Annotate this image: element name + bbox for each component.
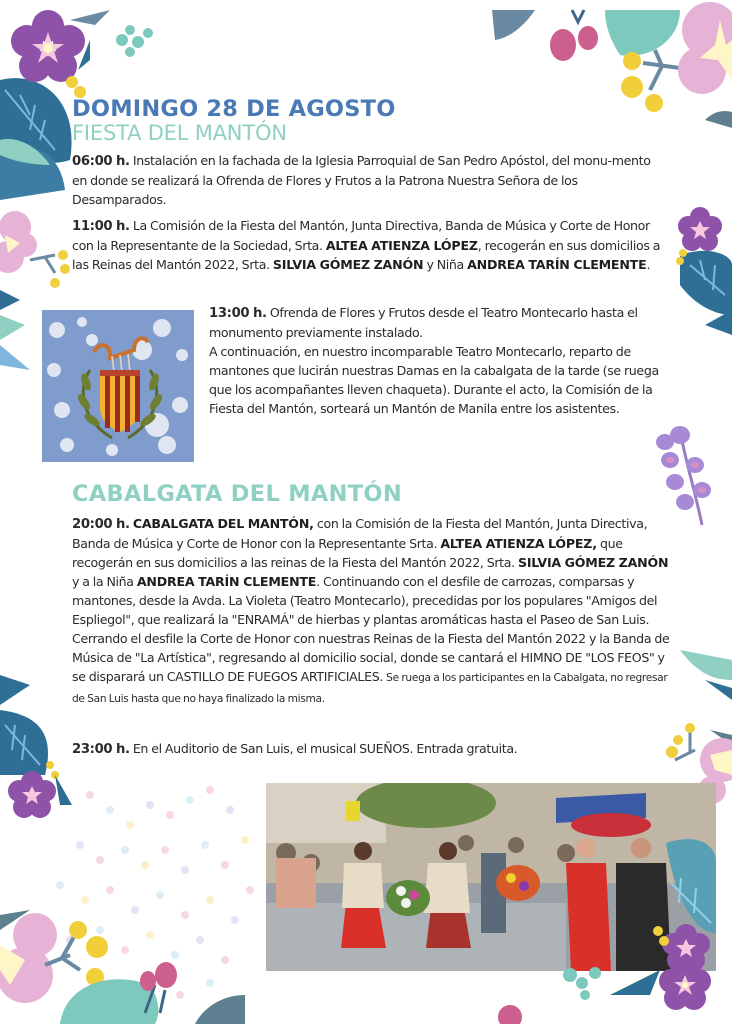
- event-1100: [72, 216, 668, 274]
- event-name: CABALGATA DEL MANTÓN,: [132, 516, 314, 531]
- person-name: SILVIA GÓMEZ ZANÓN: [272, 257, 424, 272]
- event-text: Ofrenda de Flores y Frutos desde el Teatro Montecarlo hasta el monumento previamente instalado.: [209, 305, 638, 340]
- crest-icon: [42, 310, 194, 462]
- parade-photo: [266, 783, 716, 971]
- event-time: 20:00 h.: [72, 517, 130, 532]
- person-name: ANDREA TARÍN CLEMENTE: [136, 574, 317, 589]
- event-1300: [209, 303, 677, 418]
- cabalgata-title: CABALGATA DEL MANTÓN: [72, 481, 402, 507]
- person-name: ANDREA TARÍN CLEMENTE: [467, 257, 647, 272]
- parade-photo-icon: [266, 783, 716, 971]
- event-text: Instalación en la fachada de la Iglesia Parroquial de San Pedro Apóstol, del monu-mento en donde se realizará la Ofrenda de Flores y Frutos a la Patrona Nuestra Señora de los Desamparados.: [72, 153, 651, 207]
- event-title: FIESTA DEL MANTÓN: [72, 121, 287, 145]
- floral-corner-top-right-icon: [480, 0, 732, 140]
- event-0600: [72, 151, 662, 209]
- person-name: ALTEA ATIENZA LÓPEZ: [325, 238, 478, 253]
- event-text: que recogerán en sus domicilios a las reinas de la Fiesta del Mantón 2022, Srta.: [72, 536, 623, 570]
- event-text: . Continuando con el desfile de carrozas, comparsas y mantones, desde la Avda. La Violeta (Teatro Montecarlo), precedidas por los populares "Amigos del Espliegol", que realizará la "ENRAMÁ" de hierbas y plantas aromáticas hasta el Paseo de San Luis. Cerrando el desfile la Corte de Honor con nuestras Reinas de la Fiesta del Mantón 2022 y la Banda de Música de "La Artística", regresando al domicilio social, donde se cantará el HIMNO DE "LOS FEOS" y se disparará un CASTILLO DE FUEGOS ARTIFICIALES.: [72, 574, 670, 684]
- event-text: A continuación, en nuestro incomparable Teatro Montecarlo, reparto de mantones que lucirán nuestras Damas en la cabalgata de la tarde (se ruega que los acompañantes lleven chaqueta). Durante el acto, la Comisión de la Fiesta del Mantón, sorteará un Mantón de Manila entre los asistentes.: [209, 344, 659, 416]
- event-time: 23:00 h.: [72, 742, 130, 757]
- society-crest-image: [42, 310, 194, 462]
- event-text: con la Comisión de la Fiesta del Mantón, Junta Directiva, Banda de Música y Corte de Honor con la Representante Srta.: [72, 516, 648, 551]
- event-note: Se ruega a los participantes en la Cabalgata, no regresar de San Luis hasta que no haya finalizado la misma.: [72, 672, 668, 705]
- floral-corner-bottom-left-icon: [0, 665, 270, 1024]
- event-text: .: [646, 257, 651, 272]
- date-title: DOMINGO 28 DE AGOSTO: [72, 96, 396, 122]
- event-text: , recogerán en sus domicilios a las Reinas del Mantón 2022, Srta.: [72, 238, 661, 272]
- event-time: 13:00 h.: [209, 306, 267, 321]
- event-time: 06:00 h.: [72, 154, 130, 169]
- event-text: y Niña: [426, 257, 464, 272]
- person-name: SILVIA GÓMEZ ZANÓN: [517, 555, 669, 570]
- event-text: La Comisión de la Fiesta del Mantón, Junta Directiva, Banda de Música y Corte de Honor con la Representante de la Sociedad, Srta.: [72, 218, 650, 253]
- event-text: y a la Niña: [72, 574, 134, 589]
- event-2000: [72, 514, 678, 709]
- floral-corner-bottom-right-icon: [500, 965, 732, 1024]
- event-time: 11:00 h.: [72, 219, 130, 234]
- event-text: En el Auditorio de San Luis, el musical SUEÑOS. Entrada gratuita.: [132, 741, 518, 756]
- person-name: ALTEA ATIENZA LÓPEZ,: [440, 536, 597, 551]
- event-2300: [72, 739, 672, 759]
